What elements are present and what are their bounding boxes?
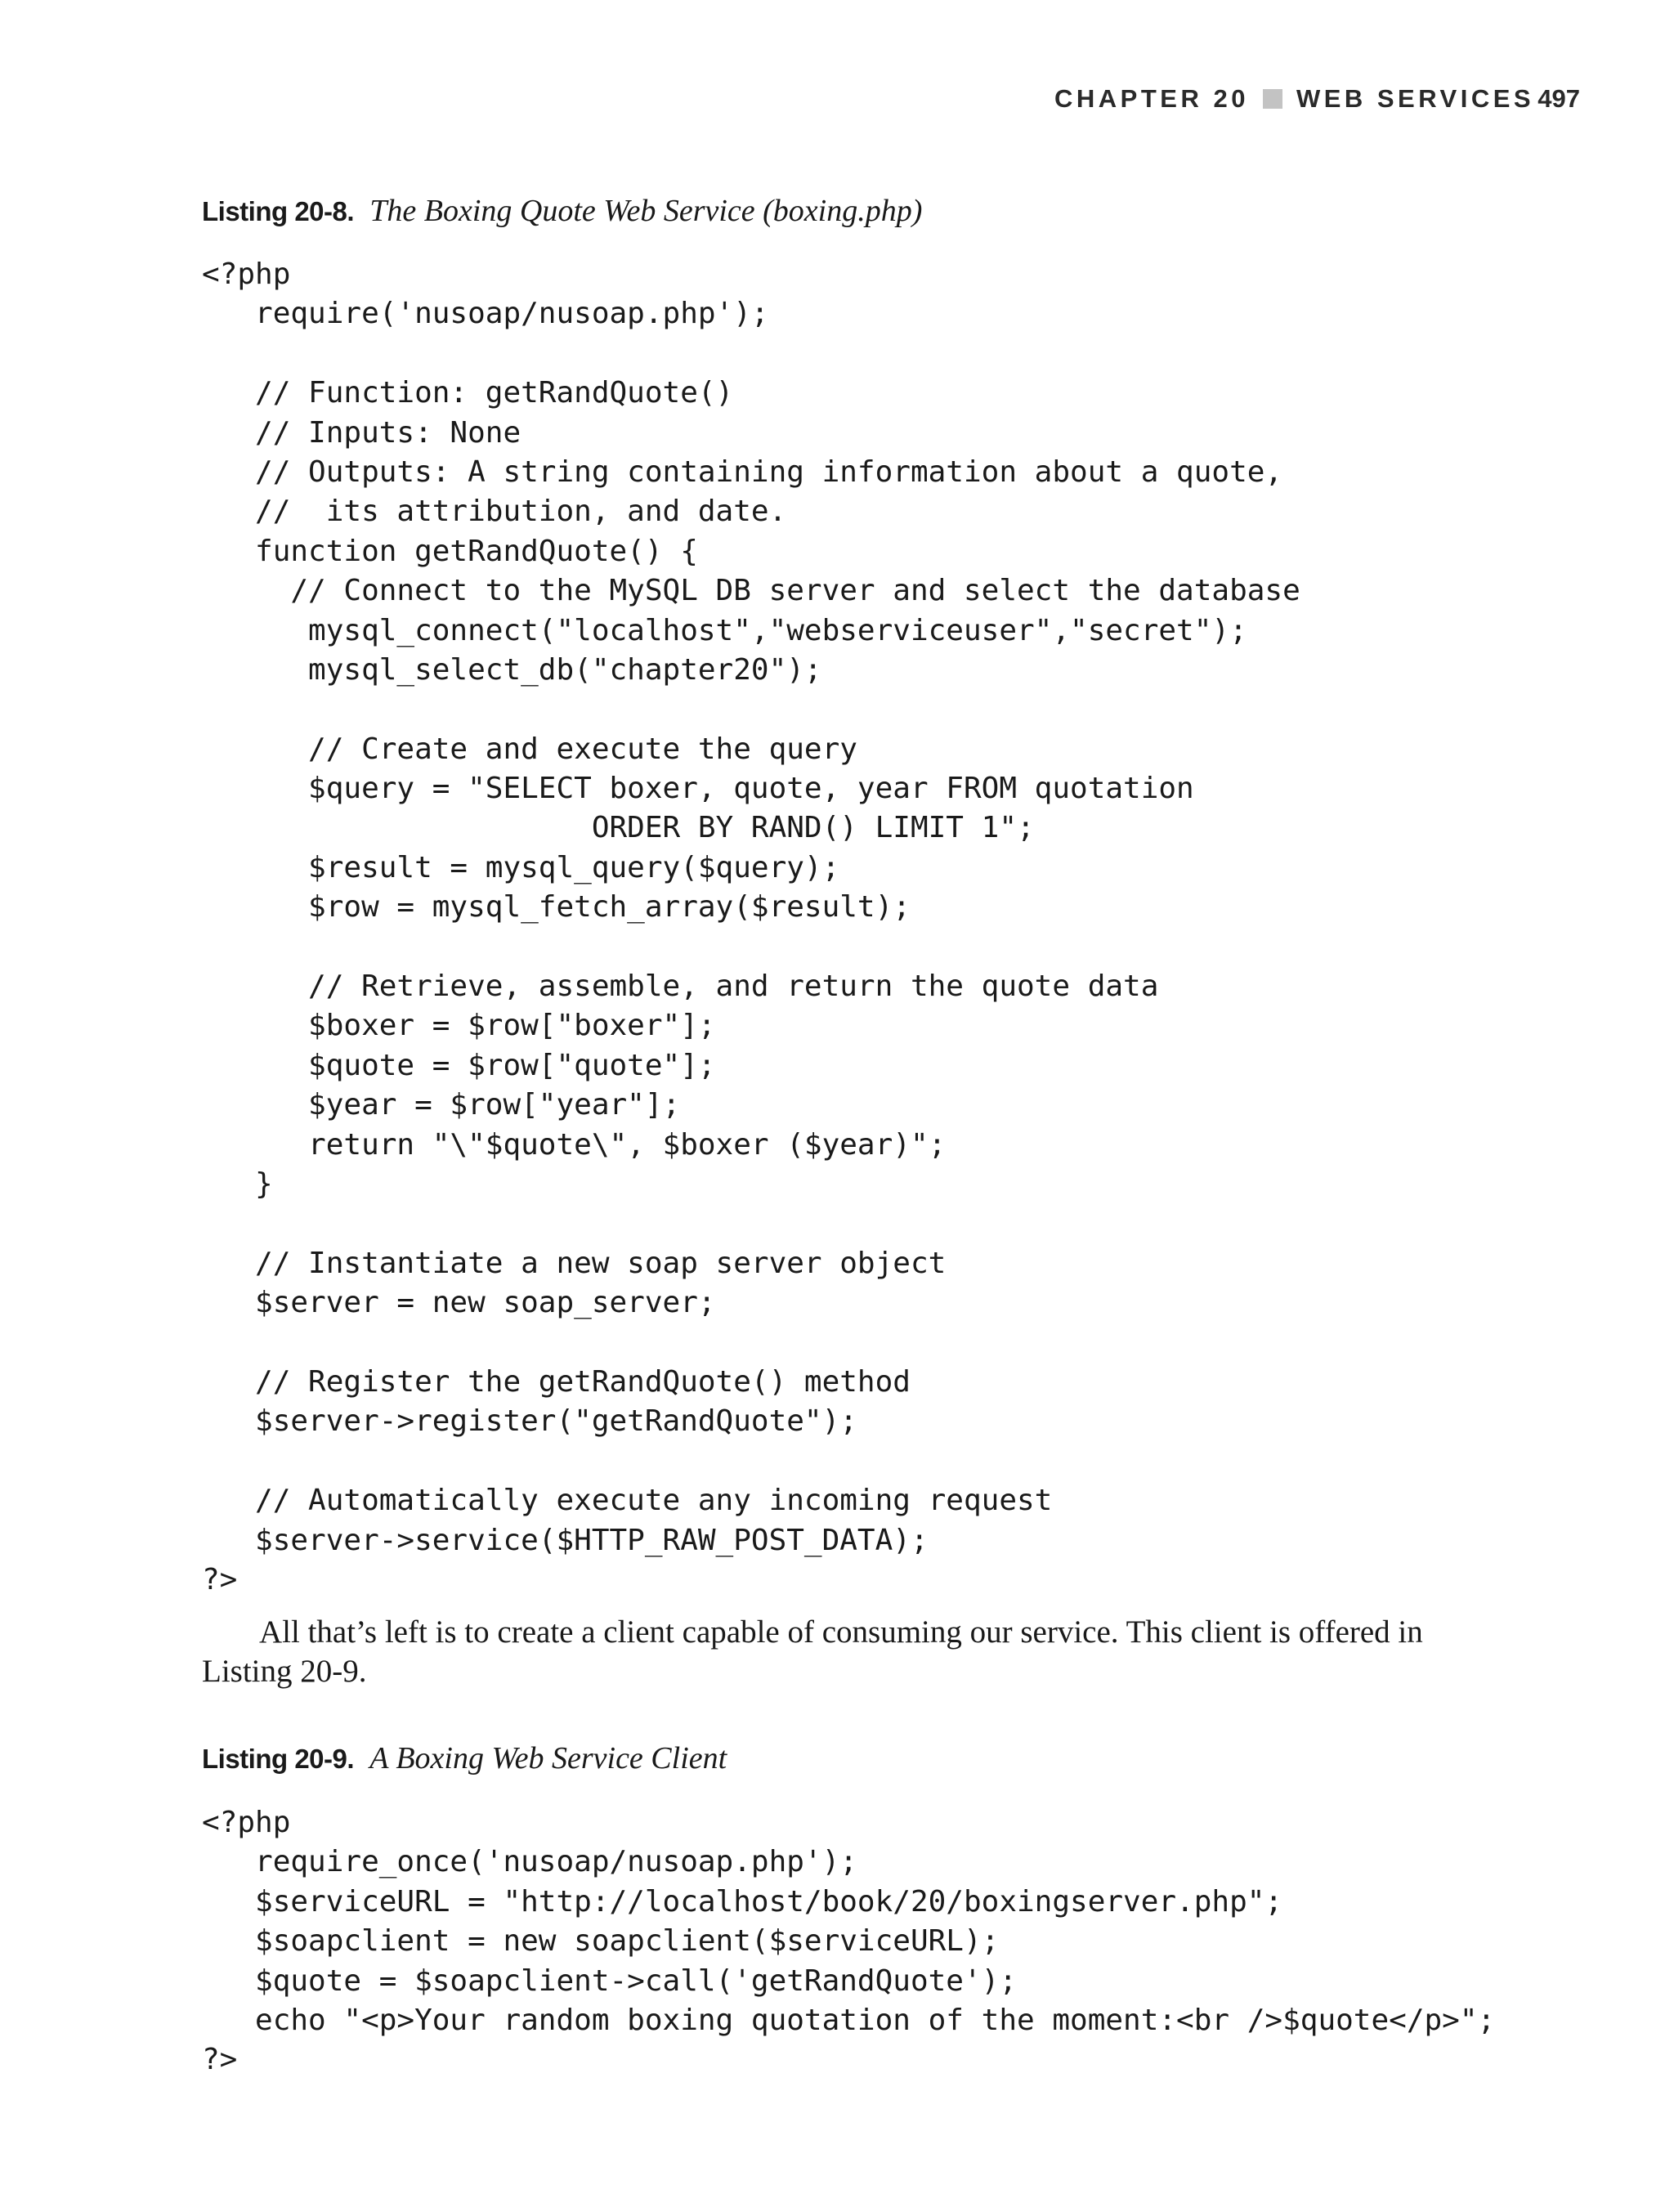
code-line — [202, 928, 1300, 967]
code-line: <?php — [202, 1806, 291, 1839]
code-line: function getRandQuote() { — [202, 534, 698, 568]
code-line: $year = $row["year"]; — [202, 1088, 681, 1122]
code-line — [202, 334, 1300, 374]
code-line — [202, 1442, 1300, 1481]
code-line: // Create and execute the query — [202, 732, 857, 766]
listing-caption-20-8 — [202, 191, 922, 231]
code-line: $row = mysql_fetch_array($result); — [202, 890, 911, 925]
code-line: // Retrieve, assemble, and return the quote data — [202, 969, 1159, 1004]
code-line: } — [202, 1166, 273, 1201]
code-line: // Connect to the MySQL DB server and select the database — [202, 574, 1300, 608]
code-line: require('nusoap/nusoap.php'); — [202, 297, 769, 331]
code-block-boxing-client — [202, 1803, 1495, 2080]
code-line: mysql_connect("localhost","webserviceuser","secret"); — [202, 613, 1247, 647]
code-block-boxing-server — [202, 255, 1300, 1600]
listing-label: Listing 20-9. — [202, 1744, 355, 1774]
code-line: ORDER BY RAND() LIMIT 1"; — [202, 811, 1035, 845]
code-line: // Automatically execute any incoming request — [202, 1484, 1053, 1518]
code-line — [202, 690, 1300, 729]
chapter-label: CHAPTER 20 — [1054, 84, 1249, 113]
running-head — [1054, 82, 1534, 116]
code-line: echo "<p>Your random boxing quotation of the moment:<br />$quote</p>"; — [202, 2003, 1496, 2037]
square-separator-icon — [1263, 89, 1282, 109]
listing-title: A Boxing Web Service Client — [369, 1741, 727, 1775]
code-line: $server->service($HTTP_RAW_POST_DATA); — [202, 1523, 929, 1557]
listing-title: The Boxing Quote Web Service (boxing.php) — [369, 194, 923, 228]
code-line: $quote = $soapclient->call('getRandQuote'); — [202, 1963, 1017, 1998]
code-line: $serviceURL = "http://localhost/book/20/boxingserver.php"; — [202, 1884, 1283, 1919]
code-line — [202, 1204, 1300, 1243]
code-line: <?php — [202, 257, 291, 291]
code-line: require_once('nusoap/nusoap.php'); — [202, 1845, 857, 1879]
code-line: mysql_select_db("chapter20"); — [202, 652, 822, 687]
listing-caption-20-9 — [202, 1739, 727, 1779]
code-line: $boxer = $row["boxer"]; — [202, 1009, 716, 1043]
code-line: return "\"$quote\", $boxer ($year)"; — [202, 1127, 947, 1162]
code-line: // Inputs: None — [202, 415, 521, 450]
section-label: WEB SERVICES — [1296, 84, 1535, 113]
code-line: // Function: getRandQuote() — [202, 376, 734, 410]
code-line: $result = mysql_query($query); — [202, 850, 840, 884]
code-line: ?> — [202, 2043, 238, 2077]
listing-label: Listing 20-8. — [202, 196, 355, 226]
body-paragraph: All that’s left is to create a client capable of consuming our service. This client is offered in Listing 20-9. — [202, 1614, 1423, 1689]
code-line: ?> — [202, 1562, 238, 1596]
page-number: 497 — [1537, 84, 1580, 113]
code-line: // Register the getRandQuote() method — [202, 1364, 911, 1399]
code-line: $soapclient = new soapclient($serviceURL); — [202, 1924, 1000, 1959]
code-line: // Instantiate a new soap server object — [202, 1246, 947, 1280]
code-line: $server = new soap_server; — [202, 1286, 716, 1320]
code-line — [202, 1323, 1300, 1363]
code-line: // its attribution, and date. — [202, 495, 787, 529]
code-line: $query = "SELECT boxer, quote, year FROM quotation — [202, 772, 1194, 806]
code-line: // Outputs: A string containing information about a quote, — [202, 454, 1283, 489]
code-line: $server->register("getRandQuote"); — [202, 1404, 857, 1439]
code-line: $quote = $row["quote"]; — [202, 1048, 716, 1082]
